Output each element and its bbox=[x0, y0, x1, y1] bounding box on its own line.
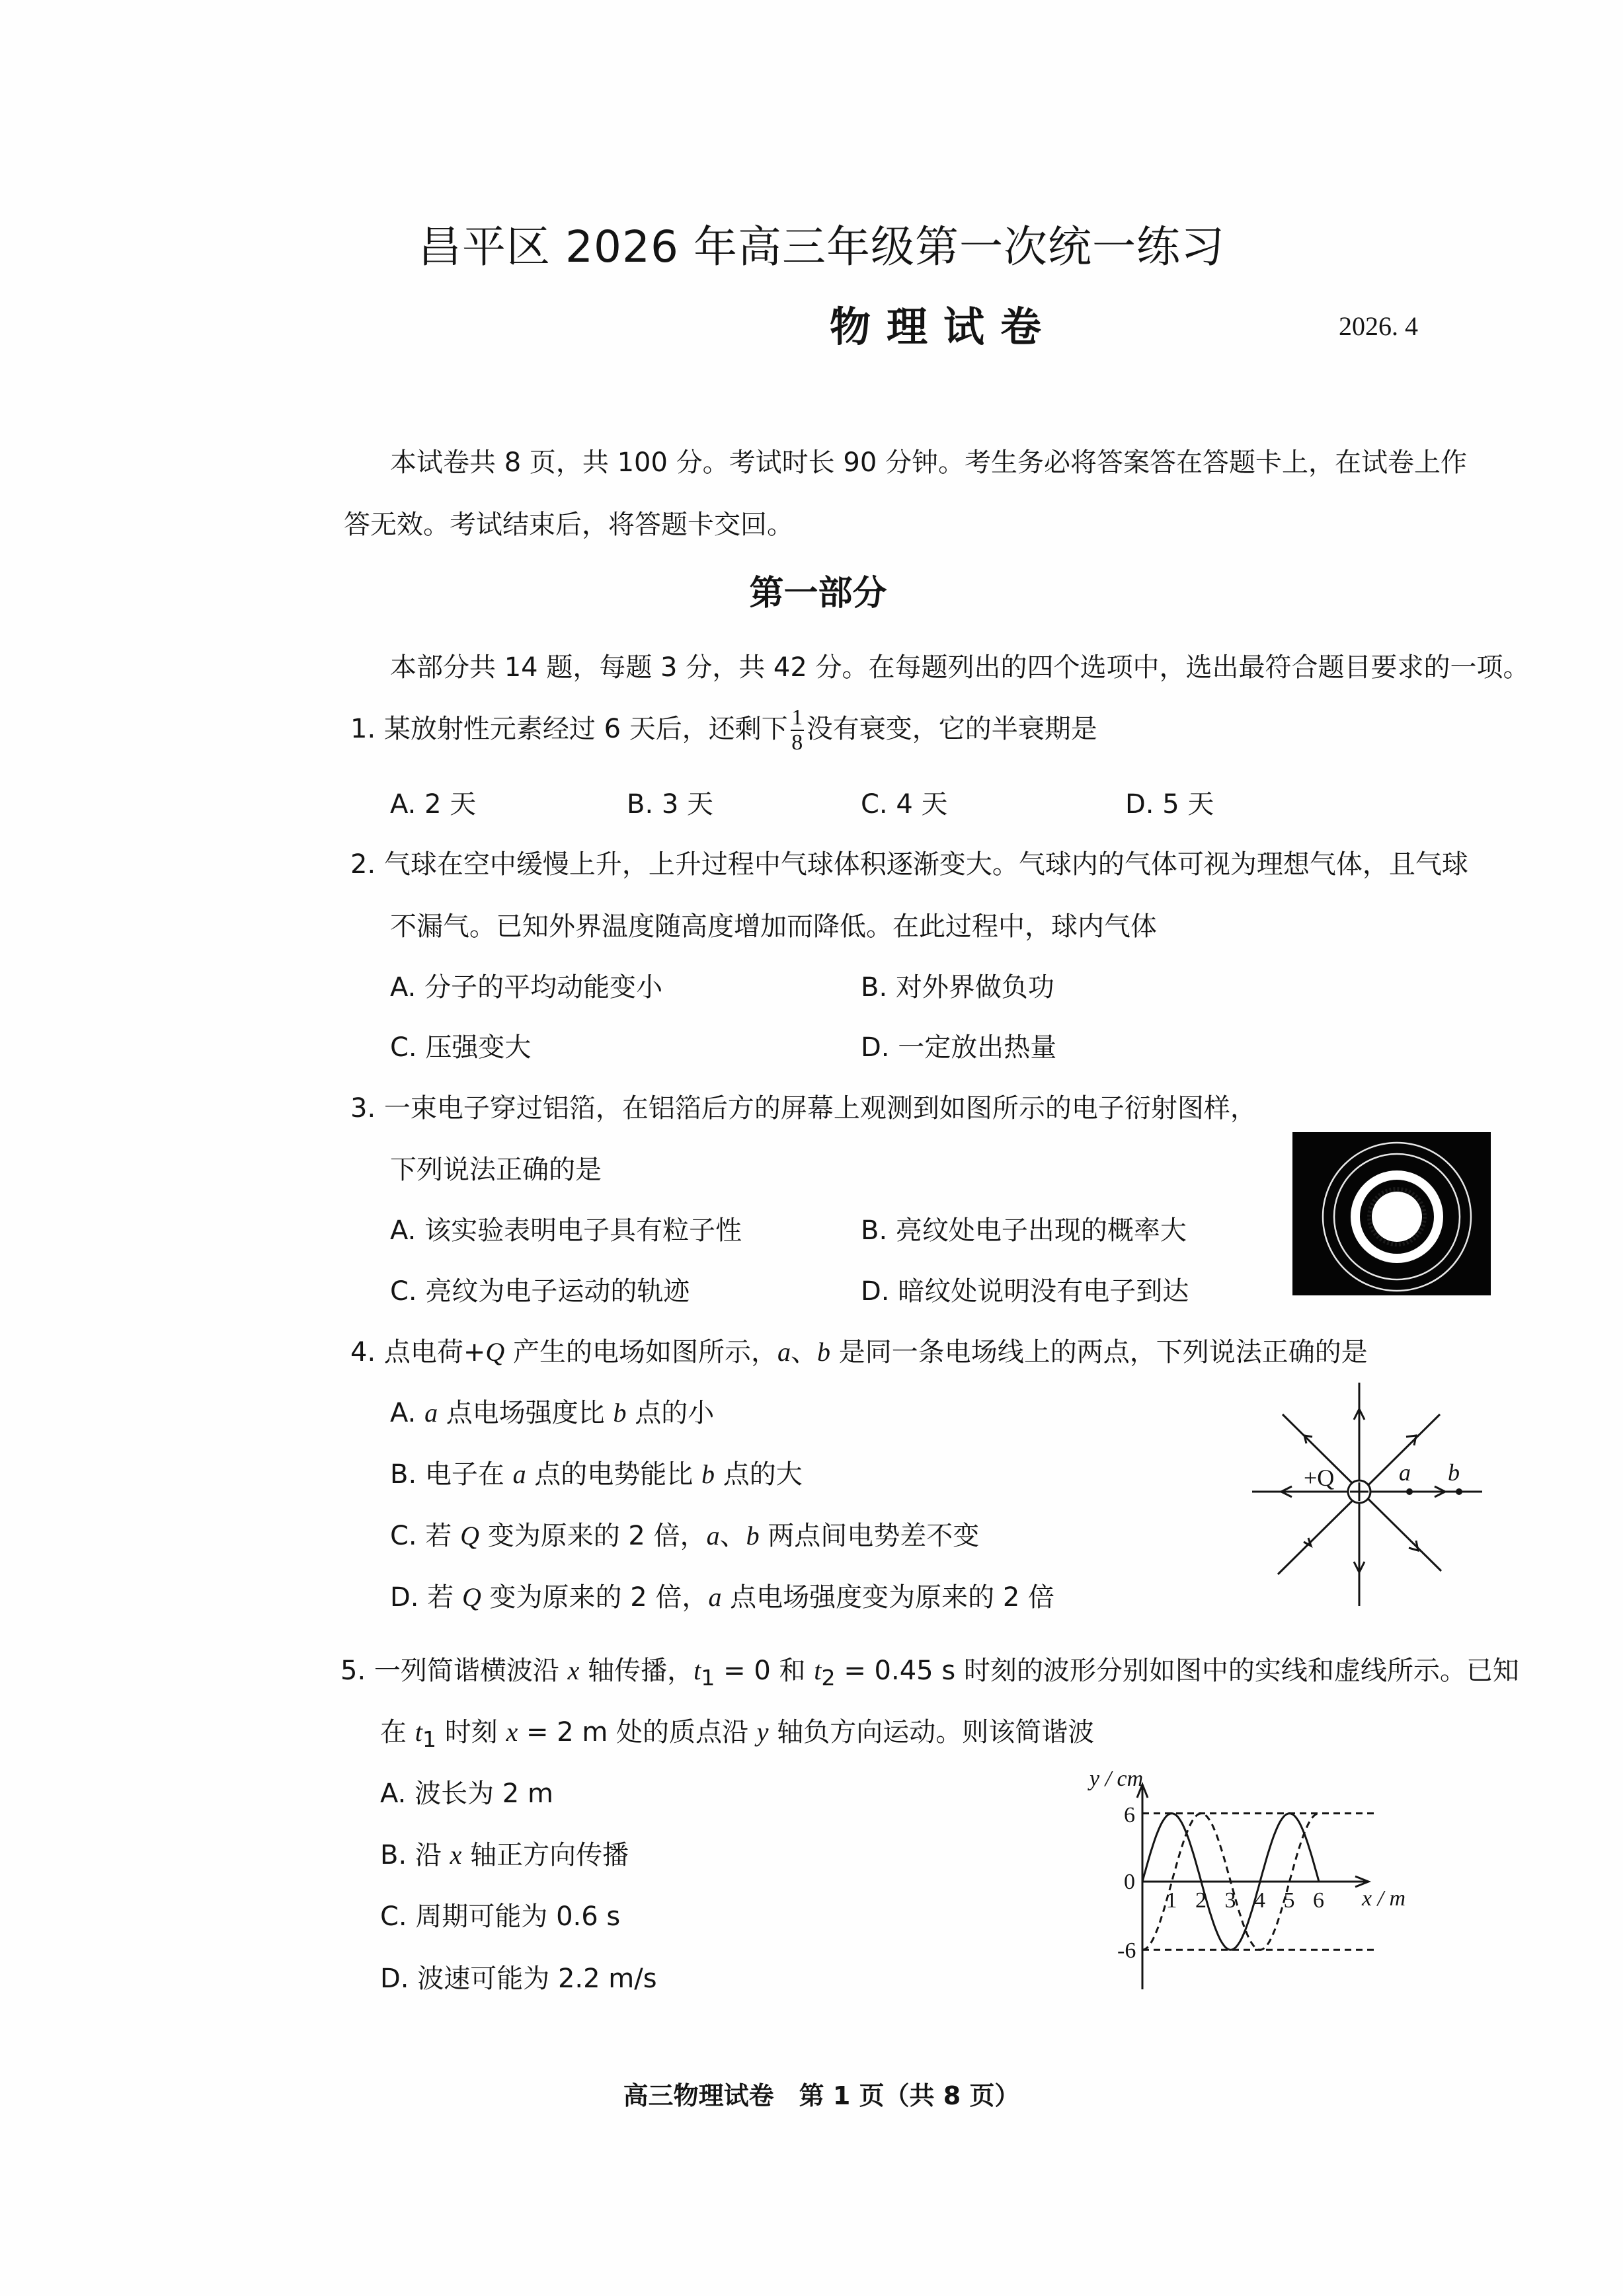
question-1-option-d[interactable] bbox=[1125, 783, 1214, 821]
option-text: 暗纹处说明没有电子到达 bbox=[898, 1276, 1189, 1307]
question-number: 5. bbox=[340, 1656, 366, 1686]
option-text: 沿 bbox=[415, 1840, 450, 1870]
question-number: 3. bbox=[350, 1093, 376, 1124]
stem-text: 、 bbox=[791, 1337, 818, 1367]
option-text: 电子在 bbox=[424, 1459, 513, 1490]
option-text: 亮纹为电子运动的轨迹 bbox=[425, 1276, 690, 1307]
question-4-option-b[interactable] bbox=[390, 1453, 803, 1491]
question-4-option-a[interactable] bbox=[390, 1392, 714, 1430]
subscript: 1 bbox=[422, 1726, 437, 1752]
var-t: t bbox=[693, 1656, 701, 1685]
var-t: t bbox=[415, 1717, 422, 1747]
option-label: B. bbox=[627, 789, 654, 820]
option-text: 变为原来的 2 倍， bbox=[479, 1521, 707, 1551]
y-tick-neg6: -6 bbox=[1117, 1938, 1136, 1963]
option-text: 一定放出热量 bbox=[898, 1032, 1057, 1063]
option-label: D. bbox=[390, 1582, 419, 1613]
var-x: x bbox=[450, 1840, 462, 1870]
question-4-stem bbox=[350, 1331, 1368, 1369]
subscript: 1 bbox=[701, 1665, 715, 1691]
var-a: a bbox=[708, 1582, 722, 1612]
option-text: 5 天 bbox=[1162, 789, 1214, 820]
option-text: 波长为 2 m bbox=[415, 1779, 553, 1809]
wave-chart bbox=[1071, 1745, 1507, 1996]
option-label: A. bbox=[380, 1779, 407, 1809]
question-5-option-b[interactable] bbox=[380, 1834, 629, 1872]
option-text: 波速可能为 2.2 m/s bbox=[417, 1964, 657, 1994]
stem-text: 在 bbox=[380, 1717, 415, 1747]
wave-graph-figure bbox=[1071, 1745, 1507, 1999]
fraction-denominator: 8 bbox=[791, 730, 803, 755]
y-axis-label: y / cm bbox=[1089, 1767, 1144, 1791]
stem-text: 产生的电场如图所示， bbox=[504, 1337, 778, 1367]
question-number: 2. bbox=[350, 849, 376, 880]
var-x: x bbox=[506, 1717, 518, 1747]
question-4-option-d[interactable] bbox=[390, 1576, 1054, 1614]
x-tick-2: 2 bbox=[1195, 1888, 1207, 1913]
var-a: a bbox=[706, 1521, 720, 1550]
option-text: 周期可能为 0.6 s bbox=[415, 1901, 621, 1932]
x-tick-5: 5 bbox=[1283, 1888, 1295, 1913]
stem-text: 点电荷+ bbox=[383, 1337, 486, 1367]
question-2-stem-line-2: 不漏气。已知外界温度随高度增加而降低。在此过程中，球内气体 bbox=[390, 911, 1157, 942]
question-1-stem bbox=[350, 706, 1097, 755]
question-2-option-d[interactable] bbox=[861, 1026, 1056, 1064]
question-2-option-a[interactable] bbox=[390, 966, 662, 1004]
question-5-option-c[interactable] bbox=[380, 1895, 620, 1933]
fraction bbox=[791, 706, 804, 755]
y-tick-0: 0 bbox=[1124, 1870, 1135, 1894]
question-5-stem-line-1 bbox=[340, 1650, 1519, 1691]
question-3-option-c[interactable] bbox=[390, 1270, 690, 1308]
question-4-option-c[interactable] bbox=[390, 1515, 979, 1552]
option-label: D. bbox=[1125, 789, 1154, 820]
x-tick-3: 3 bbox=[1224, 1888, 1236, 1913]
question-5-stem-line-2 bbox=[380, 1711, 1094, 1752]
option-text: 亮纹处电子出现的概率大 bbox=[895, 1215, 1187, 1246]
option-label: B. bbox=[861, 1215, 888, 1246]
option-text: 、 bbox=[719, 1521, 746, 1551]
var-y: y bbox=[756, 1717, 769, 1747]
question-3-option-a[interactable] bbox=[390, 1209, 742, 1247]
option-text: 分子的平均动能变小 bbox=[424, 972, 663, 1003]
option-text: 点的电势能比 bbox=[526, 1459, 702, 1490]
option-text: 该实验表明电子具有粒子性 bbox=[424, 1215, 742, 1246]
option-text: 变为原来的 2 倍， bbox=[481, 1582, 709, 1613]
option-label: B. bbox=[380, 1840, 407, 1870]
fraction-numerator: 1 bbox=[791, 705, 803, 730]
option-text: 2 天 bbox=[424, 789, 477, 820]
option-label: A. bbox=[390, 1215, 416, 1246]
var-b: b bbox=[746, 1521, 760, 1550]
var-a: a bbox=[777, 1337, 791, 1367]
exam-subtitle: 物理试卷 bbox=[830, 303, 1058, 351]
section-title: 第一部分 bbox=[749, 574, 887, 613]
stem-text: 气球在空中缓慢上升，上升过程中气球体积逐渐变大。气球内的气体可视为理想气体，且气球 bbox=[383, 849, 1468, 880]
option-label: A. bbox=[390, 972, 416, 1003]
var-Q: Q bbox=[461, 1582, 481, 1612]
option-text: 点的小 bbox=[626, 1398, 715, 1428]
stem-text: 某放射性元素经过 6 天后，还剩下 bbox=[383, 714, 788, 744]
option-label: C. bbox=[390, 1032, 417, 1063]
option-label: D. bbox=[861, 1276, 890, 1307]
point-b-marker bbox=[1456, 1488, 1462, 1495]
option-label: C. bbox=[380, 1901, 407, 1932]
instructions-line-1: 本试卷共 8 页，共 100 分。考试时长 90 分钟。考生务必将答案答在答题卡上，在试卷上作 bbox=[390, 447, 1467, 478]
var-b: b bbox=[701, 1459, 715, 1489]
question-number: 4. bbox=[350, 1337, 376, 1367]
question-1-option-a[interactable] bbox=[390, 783, 476, 821]
question-3-option-b[interactable] bbox=[861, 1209, 1187, 1247]
stem-text: 轴传播， bbox=[579, 1656, 694, 1686]
exam-date: 2026. 4 bbox=[1339, 311, 1418, 341]
option-text: 若 bbox=[425, 1521, 461, 1551]
question-1-option-b[interactable] bbox=[627, 783, 713, 821]
point-a-marker bbox=[1406, 1488, 1413, 1495]
stem-text: 是同一条电场线上的两点，下列说法正确的是 bbox=[830, 1337, 1368, 1367]
stem-text: = 0 和 bbox=[715, 1656, 814, 1686]
electric-field-figure bbox=[1230, 1375, 1494, 1622]
option-text: 对外界做负功 bbox=[895, 972, 1054, 1003]
option-label: C. bbox=[390, 1521, 417, 1551]
x-axis-label: x / m bbox=[1362, 1886, 1406, 1911]
question-3-option-d[interactable] bbox=[861, 1270, 1189, 1308]
question-5-option-a[interactable] bbox=[380, 1773, 553, 1810]
question-3-stem-line-2: 下列说法正确的是 bbox=[390, 1155, 602, 1185]
question-2-stem-line-1 bbox=[350, 843, 1468, 881]
question-2-option-b[interactable] bbox=[861, 966, 1054, 1004]
option-text: 点的大 bbox=[715, 1459, 803, 1490]
stem-text: 一束电子穿过铝箔，在铝箔后方的屏幕上观测到如图所示的电子衍射图样， bbox=[383, 1093, 1257, 1124]
var-a: a bbox=[512, 1459, 526, 1489]
subscript: 2 bbox=[821, 1665, 836, 1691]
x-tick-6: 6 bbox=[1313, 1888, 1324, 1913]
option-label: C. bbox=[390, 1276, 417, 1307]
var-b: b bbox=[613, 1398, 627, 1428]
option-text: 轴正方向传播 bbox=[461, 1840, 629, 1870]
option-label: D. bbox=[380, 1964, 409, 1994]
question-number: 1. bbox=[350, 714, 376, 744]
option-text: 点电场强度比 bbox=[438, 1398, 614, 1428]
x-tick-4: 4 bbox=[1254, 1888, 1265, 1913]
stem-text: 一列简谐横波沿 bbox=[374, 1656, 568, 1686]
stem-text: = 0.45 s 时刻的波形分别如图中的实线和虚线所示。已知 bbox=[835, 1656, 1519, 1686]
charge-label: +Q bbox=[1304, 1465, 1335, 1491]
option-text: 3 天 bbox=[661, 789, 714, 820]
stem-text: 没有衰变，它的半衰期是 bbox=[806, 714, 1097, 744]
option-label: B. bbox=[390, 1459, 417, 1490]
question-1-option-c[interactable] bbox=[861, 783, 948, 821]
option-label: A. bbox=[390, 789, 416, 820]
option-label: C. bbox=[861, 789, 888, 820]
option-text: 点电场强度变为原来的 2 倍 bbox=[721, 1582, 1055, 1613]
question-3-stem-line-1 bbox=[350, 1087, 1257, 1125]
question-5-option-d[interactable] bbox=[380, 1958, 657, 1995]
var-x: x bbox=[567, 1656, 580, 1685]
stem-text: 轴负方向运动。则该简谐波 bbox=[768, 1717, 1095, 1747]
option-text: 压强变大 bbox=[425, 1032, 532, 1063]
question-2-option-c[interactable] bbox=[390, 1026, 531, 1064]
section-description: 本部分共 14 题，每题 3 分，共 42 分。在每题列出的四个选项中，选出最符合题目要求的一项。 bbox=[390, 652, 1530, 683]
exam-title: 昌平区 2026 年高三年级第一次统一练习 bbox=[418, 221, 1225, 272]
x-tick-1: 1 bbox=[1166, 1888, 1177, 1913]
electric-field-lines-icon bbox=[1230, 1375, 1494, 1619]
instructions-line-2: 答无效。考试结束后，将答题卡交回。 bbox=[344, 510, 793, 540]
stem-text: 时刻 bbox=[436, 1717, 506, 1747]
var-b: b bbox=[817, 1337, 831, 1367]
page-footer: 高三物理试卷 第 1 页（共 8 页） bbox=[623, 2081, 1020, 2110]
electron-diffraction-figure bbox=[1292, 1132, 1491, 1298]
option-text: 两点间电势差不变 bbox=[759, 1521, 980, 1551]
option-text: 4 天 bbox=[896, 789, 948, 820]
y-tick-6: 6 bbox=[1124, 1803, 1135, 1827]
option-label: A. bbox=[390, 1398, 416, 1428]
option-label: D. bbox=[861, 1032, 890, 1063]
var-t: t bbox=[814, 1656, 822, 1685]
var-Q: Q bbox=[460, 1521, 479, 1550]
point-a-label: a bbox=[1399, 1459, 1411, 1486]
option-label: B. bbox=[861, 972, 888, 1003]
stem-text: = 2 m 处的质点沿 bbox=[518, 1717, 757, 1747]
var-a: a bbox=[424, 1398, 438, 1428]
diffraction-rings-icon bbox=[1292, 1132, 1491, 1295]
point-b-label: b bbox=[1448, 1459, 1460, 1486]
var-Q: Q bbox=[485, 1337, 505, 1367]
option-text: 若 bbox=[427, 1582, 462, 1613]
